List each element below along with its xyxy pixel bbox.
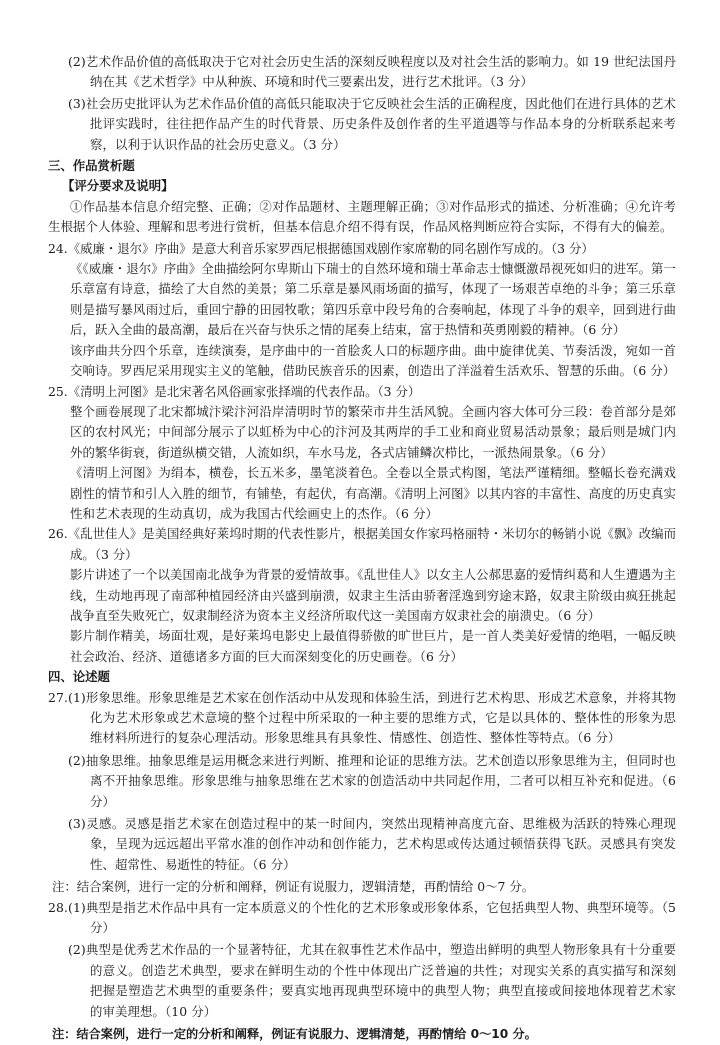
question-28-item-2: (2)典型是优秀艺术作品的一个显著特征，尤其在叙事性艺术作品中，塑造出鲜明的典型人物形象具有十分重要的意义。创造艺术典型，要求在鲜明生动的个性中体现出广泛普遍的共性；对现实关系的真实描写和深刻把握是塑造艺术典型的重要条件；要真实地再现典型环境中的典型人物；典型直接或间接地体现着艺术家的审美理想。（10 分） [68, 942, 676, 1019]
question-28-item-1: 28.(1)典型是指艺术作品中具有一定本质意义的个性化的艺术形象或形象体系，它包括典型人物、典型环境等。（5 分） [48, 899, 676, 936]
question-27-item-3: (3)灵感。灵感是指艺术家在创造过程中的某一时间内，突然出现精神高度亢奋、思维极为活跃的特殊心理现象，呈现为远远超出平常水准的创作冲动和创作能力，艺术构思或传达通过顿悟获得飞跃。灵感具有突发性、超常性、易逝性的特征。（6 分） [68, 816, 676, 872]
question-27-note: 注：结合案例，进行一定的分析和阐释，例证有说服力，逻辑清楚，再酌情给 0～7 分。 [52, 879, 535, 895]
section-4-heading: 四、论述题 [48, 669, 110, 685]
question-24-intro: 24.《威廉・退尔》序曲》是意大利音乐家罗西尼根据德国戏剧作家席勒的同名剧作写成的。（3 分） [48, 240, 594, 256]
question-28-note: 注：结合案例，进行一定的分析和阐释，例证有说服力、逻辑清楚，再酌情给 0～10 分。 [52, 1027, 537, 1042]
question-26-form: 影片制作精美，场面壮观，是好莱坞电影史上最值得骄傲的旷世巨片，是一首人类美好爱情的绝唱，一幅反映社会政治、经济、道德诸多方面的巨大而深刻变化的历史画卷。（6 分） [70, 628, 676, 664]
question-27-item-2: (2)抽象思维。抽象思维是运用概念来进行判断、推理和论证的思维方法。艺术创造以形象思维为主，但同时也离不开抽象思维。形象思维与抽象思维在艺术家的创造活动中共同起作用，二者可以相互补充和促进。（6 分） [68, 752, 676, 809]
section-3-heading: 三、作品赏析题 [48, 158, 135, 174]
answer-item-2: (2)艺术作品价值的高低取决于它对社会历史生活的深刻反映程度以及对社会生活的影响力。如 19 世纪法国丹纳在其《艺术哲学》中从种族、环境和时代三要素出发，进行艺术批评。（3 分） [68, 54, 676, 90]
question-27-item-1: 27.(1)形象思维。形象思维是艺术家在创作活动中从发现和体验生活，到进行艺术构思、形成艺术意象，并将其物化为艺术形象或艺术意境的整个过程中所采取的一种主要的思维方式，它是以具体的、整体性的形象为思维材料所进行的复杂心理活动。形象思维具有具象性、情感性、创造性、整体性等特点。（6 分） [48, 689, 676, 746]
question-24-form: 该序曲共分四个乐章，连续演奏，是序曲中的一首脍炙人口的标题序曲。曲中旋律优美、节奏活泼，宛如一首交响诗。罗西尼采用现实主义的笔触，借助民族音乐的因素，创造出了洋溢着生活欢乐、智慧的乐曲。（6 分） [70, 342, 676, 379]
answer-item-3: (3)社会历史批评认为艺术作品价值的高低只能取决于它反映社会生活的正确程度，因此他们在进行具体的艺术批评实践时，往往把作品产生的时代背景、历史条件及创作者的生平道遇等与作品本身的分析联系起来考察，以利于认识作品的社会历史意义。（3 分） [68, 95, 676, 152]
question-26-content: 影片讲述了一个以美国南北战争为背景的爱情故事。《乱世佳人》以女主人公郝思嘉的爱情纠葛和人生遭遇为主线，生动地再现了南部种植园经济由兴盛到崩溃，奴隶主生活由骄奢淫逸到穷途末路，奴隶主阶级由疯狂挑起战争直至失败死亡，奴隶制经济为资本主义经济所取代这一美国南方奴隶社会的崩溃史。（6 分） [70, 567, 676, 623]
question-25-intro: 25.《清明上河图》是北宋著名风俗画家张择端的代表作品。（3 分） [48, 383, 421, 399]
question-24-content: 《《威廉・退尔》序曲》全曲描绘阿尔卑斯山下瑞士的自然环境和瑞士革命志士慷慨激昂视死如归的进军。第一乐章富有诗意，描绘了大自然的美景；第二乐章是暴风雨场面的描写，体现了一场艰苦卓绝的斗争；第三乐章则是描写暴风雨过后，重回宁静的田园牧歌；第四乐章中段号角的合奏响起，体现了斗争的艰辛，回到进行曲后，跃入全曲的最高潮，最后在兴奋与快乐之情的尾奏上结束，富于热情和英勇刚毅的精神。（6 分） [70, 261, 676, 338]
question-26-intro: 26.《乱世佳人》是美国经典好莱坞时期的代表性影片，根据美国女作家玛格丽特・米切尔的畅销小说《飘》改编而成。（3 分） [48, 526, 676, 562]
criteria-text: ①作品基本信息介绍完整、正确；②对作品题材、主题理解正确；③对作品形式的描述、分析准确；④允许考生根据个人体验、理解和思考进行赏析，但基本信息介绍不得有误，作品风格判断应符合实际，不得有大的偏差。 [48, 198, 676, 235]
criteria-heading: 【评分要求及说明】 [62, 178, 174, 194]
question-25-content: 整个画卷展现了北宋都城汴梁汴河沿岸清明时节的繁荣市井生活风貌。全画内容大体可分三段：卷首部分是郊区的农村风光；中间部分展示了以虹桥为中心的汴河及其两岸的手工业和商业贸易活动景象；最后则是城门内外的繁华街衰，街道纵横交错，人流如织，车水马龙，各式店铺鳞次栉比，一派热闹景象。（6 分） [70, 403, 676, 460]
question-25-form: 《清明上河图》为绢本，横卷，长五米多，墨笔淡着色。全卷以全景式构图，笔法严谨精细。整幅长卷充满戏剧性的情节和引人入胜的细节，有铺垫，有起伏，有高潮。《清明上河图》以其内容的丰富性、高度的历史真实性和艺术表现的生动真切，成为我国古代绘画史上的杰作。（6 分） [70, 465, 676, 521]
